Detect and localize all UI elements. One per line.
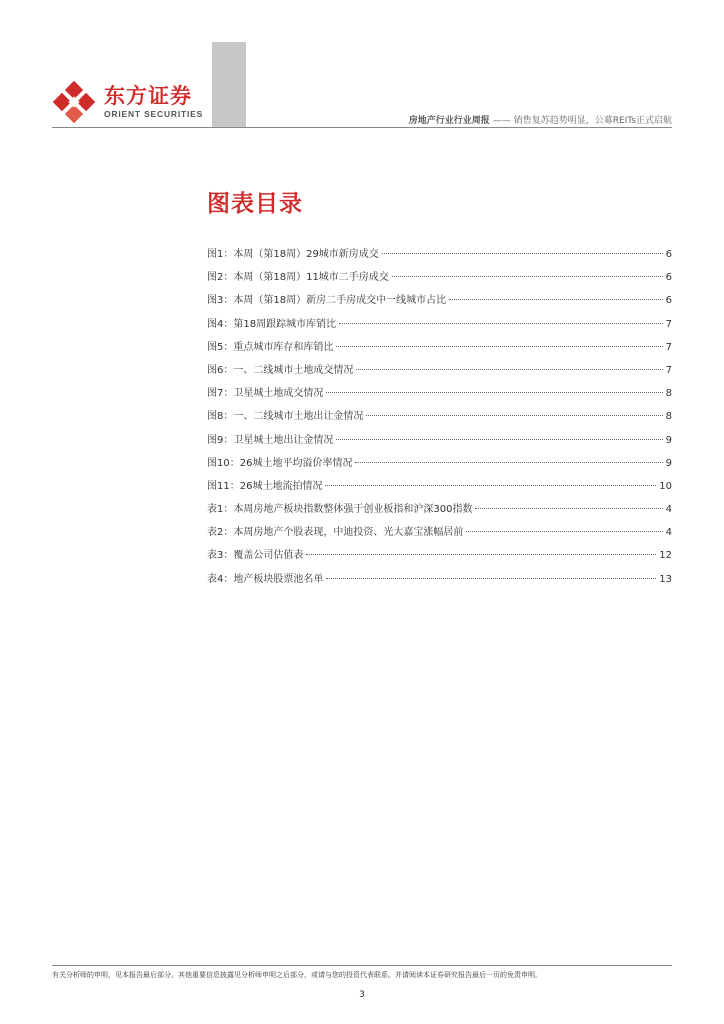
table-entry[interactable] xyxy=(207,546,672,569)
figure-entry-page: 8 xyxy=(665,388,672,400)
dot-leader xyxy=(366,415,662,416)
dot-leader xyxy=(336,439,662,440)
table-entry-label: 表2：本周房地产个股表现，中迪投资、光大嘉宝涨幅居前 xyxy=(207,527,464,539)
header-dash: —— xyxy=(492,116,511,126)
figure-entry-page: 7 xyxy=(665,318,672,330)
dot-leader xyxy=(339,323,663,324)
dot-leader xyxy=(356,369,662,370)
figure-entry[interactable] xyxy=(207,477,672,500)
figure-entry[interactable] xyxy=(207,245,672,268)
table-entry-page: 13 xyxy=(659,573,672,585)
figure-entry[interactable] xyxy=(207,338,672,361)
figure-entry-label: 图6：一、二线城市土地成交情况 xyxy=(207,364,354,376)
table-entry-page: 12 xyxy=(659,550,672,562)
figure-entry-page: 9 xyxy=(665,434,672,446)
figure-entry-label: 图3：本周（第18周）新房二手房成交中一线城市占比 xyxy=(207,295,447,307)
figure-list xyxy=(207,245,672,500)
dot-leader xyxy=(306,554,656,555)
figure-entry-label: 图8：一、二线城市土地出让金情况 xyxy=(207,411,364,423)
dot-leader xyxy=(466,531,662,532)
figure-entry-page: 10 xyxy=(659,480,672,492)
table-list xyxy=(207,500,672,593)
figure-entry-page: 8 xyxy=(665,411,672,423)
report-header xyxy=(409,113,672,126)
company-name-cn: 东方证券 xyxy=(104,84,192,108)
dot-leader xyxy=(336,346,662,347)
figure-entry[interactable] xyxy=(207,315,672,338)
table-entry-page: 4 xyxy=(665,527,672,539)
page-title: 图表目录 xyxy=(207,191,303,217)
header-grey-bar xyxy=(212,42,246,128)
report-type: 房地产行业行业周报 xyxy=(408,116,490,126)
figure-entry-page: 6 xyxy=(665,249,672,260)
footer-disclaimer: 有关分析师的申明，见本报告最后部分。其他重要信息披露见分析师申明之后部分，或请与您的投资代表联系。并请阅读本证券研究报告最后一页的免责申明。 xyxy=(52,971,542,979)
company-name-en: ORIENT SECURITIES xyxy=(104,109,204,119)
table-entry-label: 表4：地产板块股票池名单 xyxy=(207,573,324,585)
dot-leader xyxy=(382,253,663,254)
figure-entry-page: 6 xyxy=(665,272,672,284)
figure-entry-page: 7 xyxy=(665,364,672,376)
table-entry-label: 表3：覆盖公司估值表 xyxy=(207,550,304,562)
dot-leader xyxy=(449,299,663,300)
figure-entry-page: 7 xyxy=(665,341,672,353)
dot-leader xyxy=(475,508,662,509)
table-entry[interactable] xyxy=(207,500,672,523)
figure-entry-label: 图7：卫星城土地成交情况 xyxy=(207,388,324,400)
figure-entry[interactable] xyxy=(207,431,672,454)
table-entry-label: 表1：本周房地产板块指数整体强于创业板指和沪深300指数 xyxy=(207,504,473,515)
report-subtitle: 销售复苏趋势明显，公募REITs正式启航 xyxy=(513,116,672,126)
figure-entry[interactable] xyxy=(207,291,672,314)
footer-divider xyxy=(52,965,672,966)
header-divider xyxy=(52,127,672,128)
company-logo xyxy=(52,80,207,124)
figure-entry-label: 图9：卫星城土地出让金情况 xyxy=(207,434,334,446)
dot-leader xyxy=(326,578,656,579)
orient-logo-icon xyxy=(52,80,96,124)
dot-leader xyxy=(325,485,656,486)
dot-leader xyxy=(355,462,662,463)
figure-entry-page: 6 xyxy=(665,295,672,307)
page-number: 3 xyxy=(359,990,365,1000)
table-entry[interactable] xyxy=(207,570,672,593)
figure-entry-page: 9 xyxy=(665,457,672,469)
figure-entry-label: 图2：本周（第18周）11城市二手房成交 xyxy=(207,272,389,284)
figure-entry-label: 图4：第18周跟踪城市库销比 xyxy=(207,318,337,330)
table-entry[interactable] xyxy=(207,523,672,546)
figure-entry[interactable] xyxy=(207,384,672,407)
figure-entry-label: 图1：本周（第18周）29城市新房成交 xyxy=(207,249,379,260)
figure-entry[interactable] xyxy=(207,454,672,477)
figure-entry[interactable] xyxy=(207,268,672,291)
figure-entry[interactable] xyxy=(207,407,672,430)
dot-leader xyxy=(392,276,663,277)
figure-entry-label: 图11：26城土地流拍情况 xyxy=(207,480,323,492)
figure-entry-label: 图5：重点城市库存和库销比 xyxy=(207,341,334,353)
figure-entry[interactable] xyxy=(207,361,672,384)
table-entry-page: 4 xyxy=(665,504,672,515)
dot-leader xyxy=(326,392,662,393)
figure-entry-label: 图10：26城土地平均溢价率情况 xyxy=(207,457,353,469)
